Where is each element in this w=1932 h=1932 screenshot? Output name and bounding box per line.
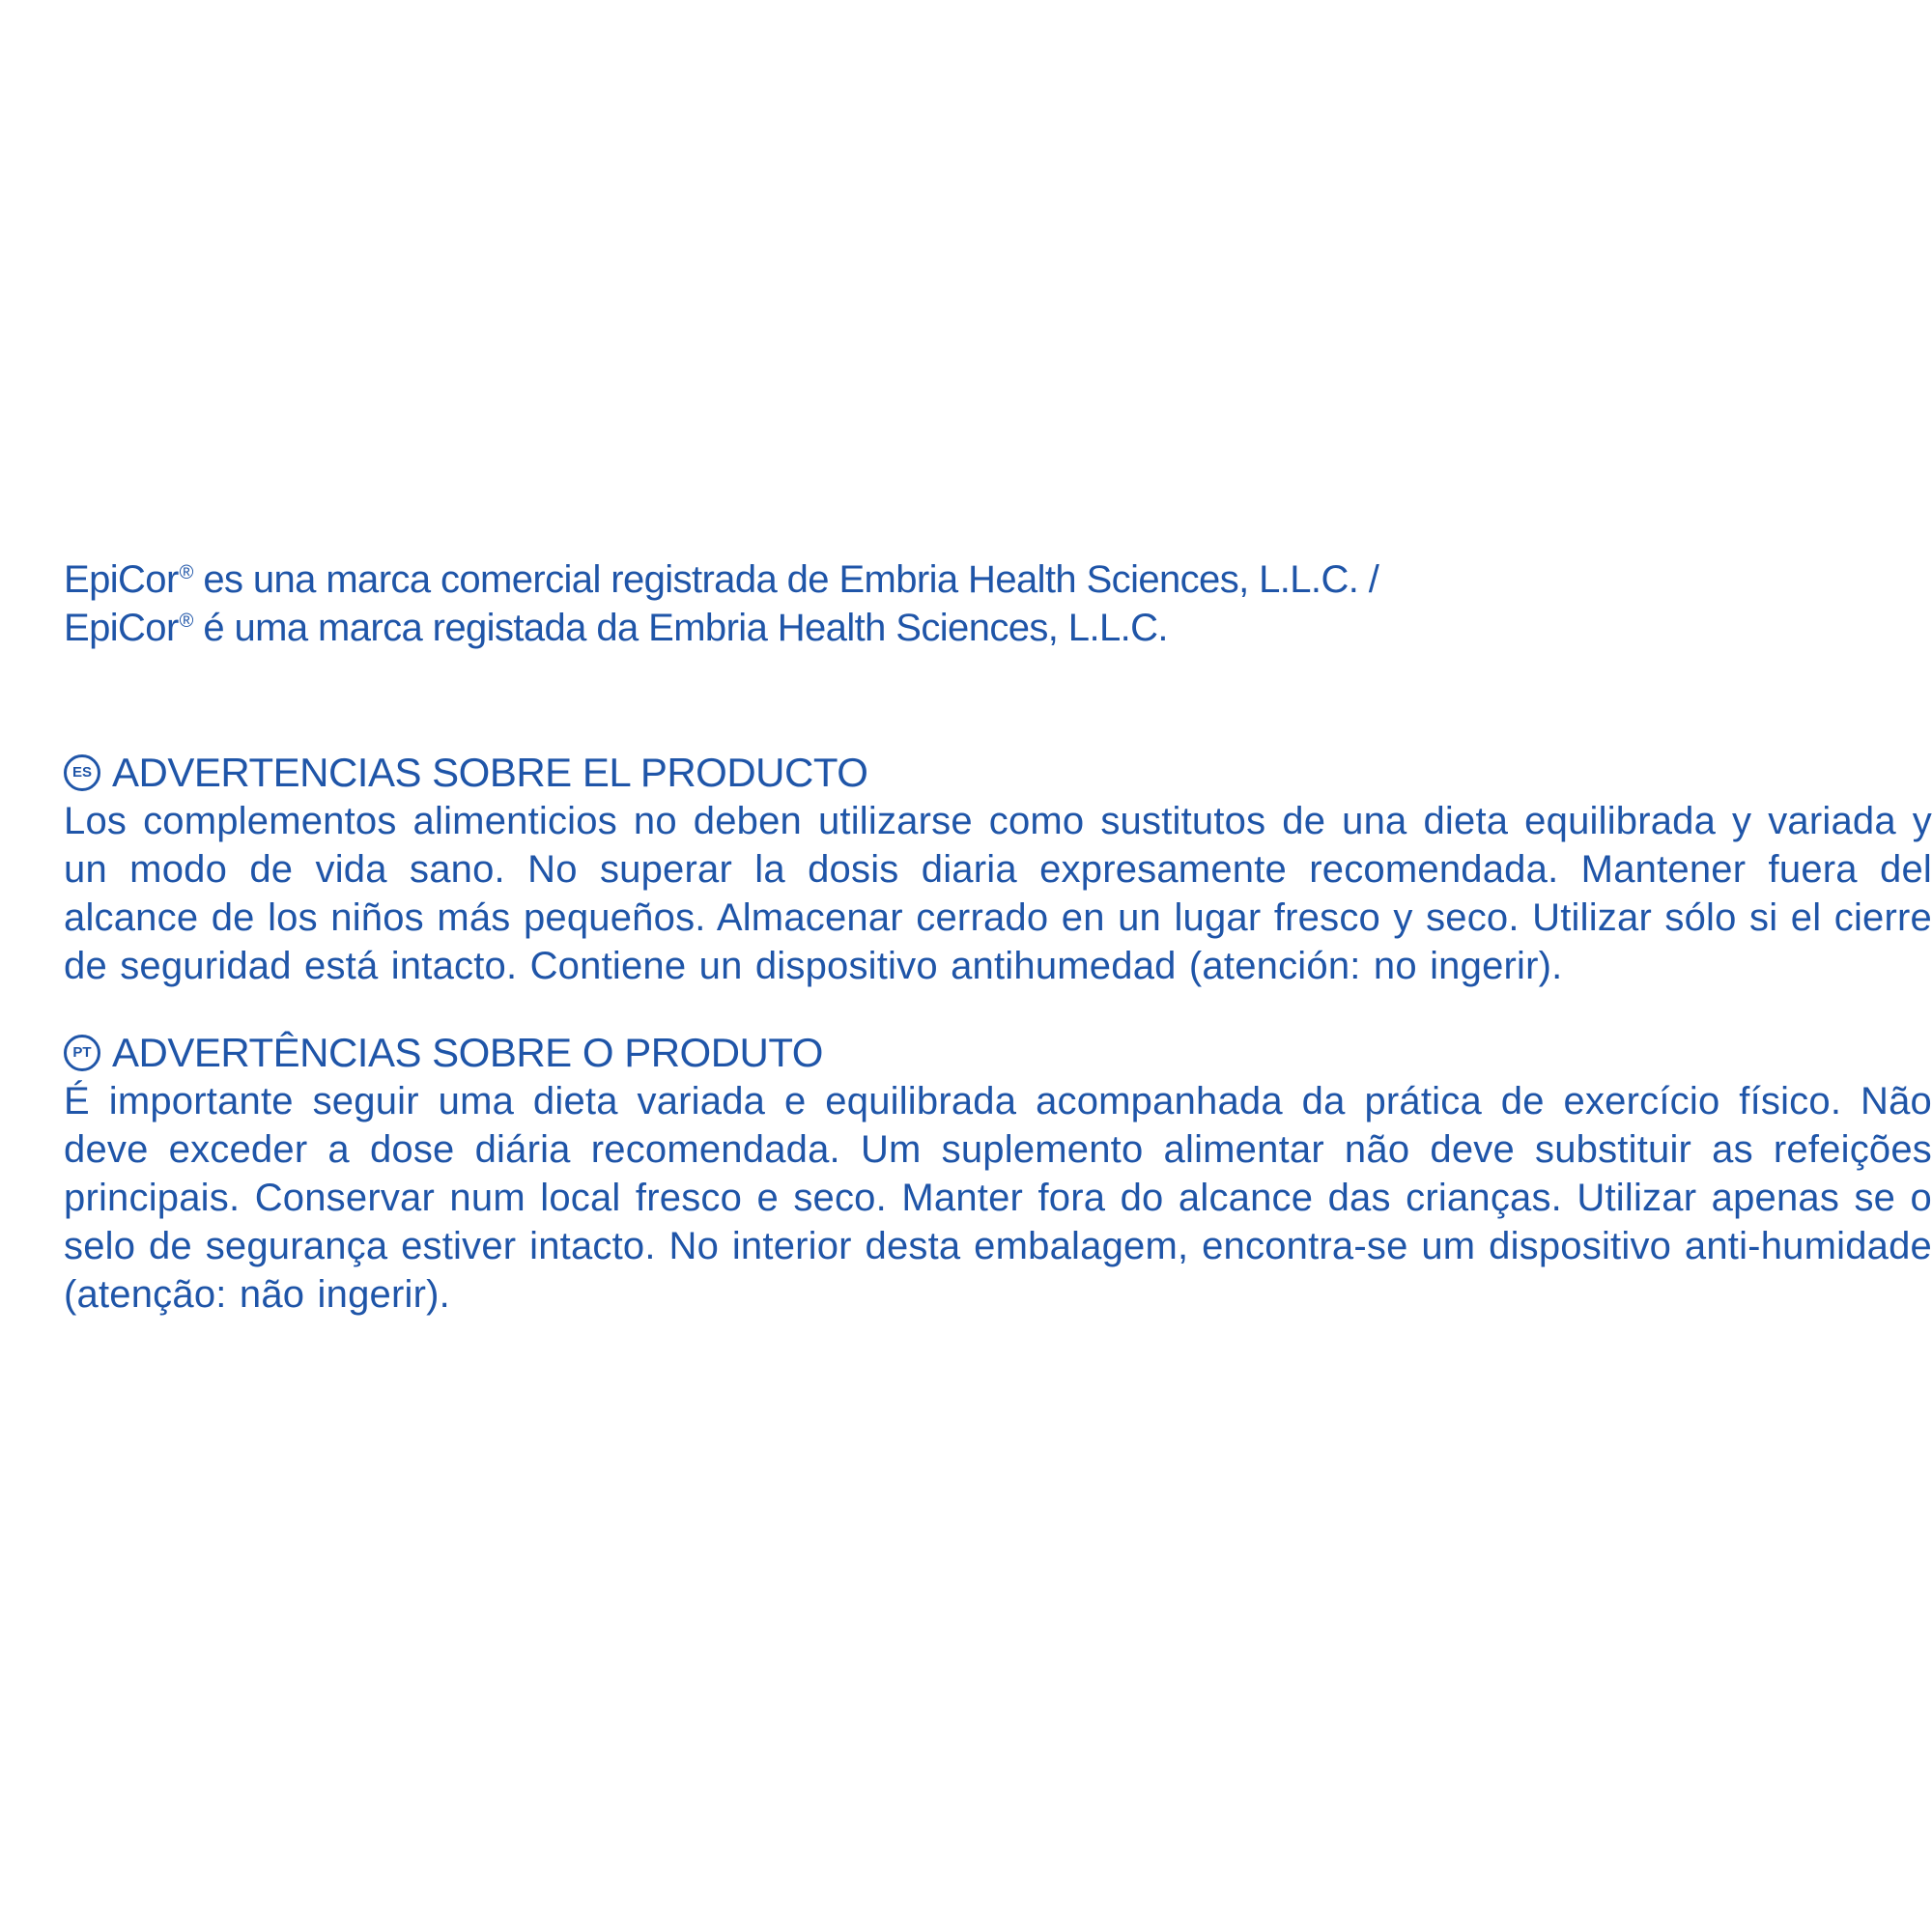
trademark-text-pt: é uma marca registada da Embria Health Sciences, L.L.C. xyxy=(192,607,1168,649)
trademark-line-es xyxy=(64,555,1932,604)
heading-text-pt: ADVERTÊNCIAS SOBRE O PRODUTO xyxy=(112,1030,823,1075)
trademark-text-es: es una marca comercial registrada de Embria Health Sciences, L.L.C. / xyxy=(192,558,1379,601)
brand-name: EpiCor xyxy=(64,558,179,601)
registered-mark: ® xyxy=(179,562,193,583)
language-es-icon: ES xyxy=(64,754,100,791)
warnings-section-pt xyxy=(64,1029,1932,1319)
heading-text-es: ADVERTENCIAS SOBRE EL PRODUCTO xyxy=(112,750,868,795)
trademark-line-pt xyxy=(64,604,1932,652)
label-content xyxy=(64,555,1932,1319)
trademark-notice xyxy=(64,555,1932,652)
brand-name: EpiCor xyxy=(64,607,179,649)
warnings-section-es xyxy=(64,749,1932,990)
section-heading-es xyxy=(64,749,1932,797)
language-pt-icon: PT xyxy=(64,1035,100,1071)
registered-mark: ® xyxy=(179,611,193,632)
section-heading-pt xyxy=(64,1029,1932,1077)
warnings-text-es: Los complementos alimenticios no deben utilizarse como sustitutos de una dieta equilibrada y variada y un modo de vida sano. No superar la dosis diaria expresamente recomendada. Mantener fuera del alcance de los niños más pequeños. Almacenar cerrado en un lugar fresco y seco. Utilizar sólo si el cierre de seguridad está intacto. Contiene un dispositivo antihumedad (atención: no ingerir). xyxy=(64,800,1932,987)
warnings-text-pt: É importante seguir uma dieta variada e equilibrada acompanhada da prática de exercício físico. Não deve exceder a dose diária recomendada. Um suplemento alimentar não deve substituir as refeições principais. Conservar num local fresco e seco. Manter fora do alcance das crianças. Utilizar apenas se o selo de segurança estiver intacto. No interior desta embalagem, encontra-se um dispositivo anti-humidade (atenção: não ingerir). xyxy=(64,1080,1932,1316)
